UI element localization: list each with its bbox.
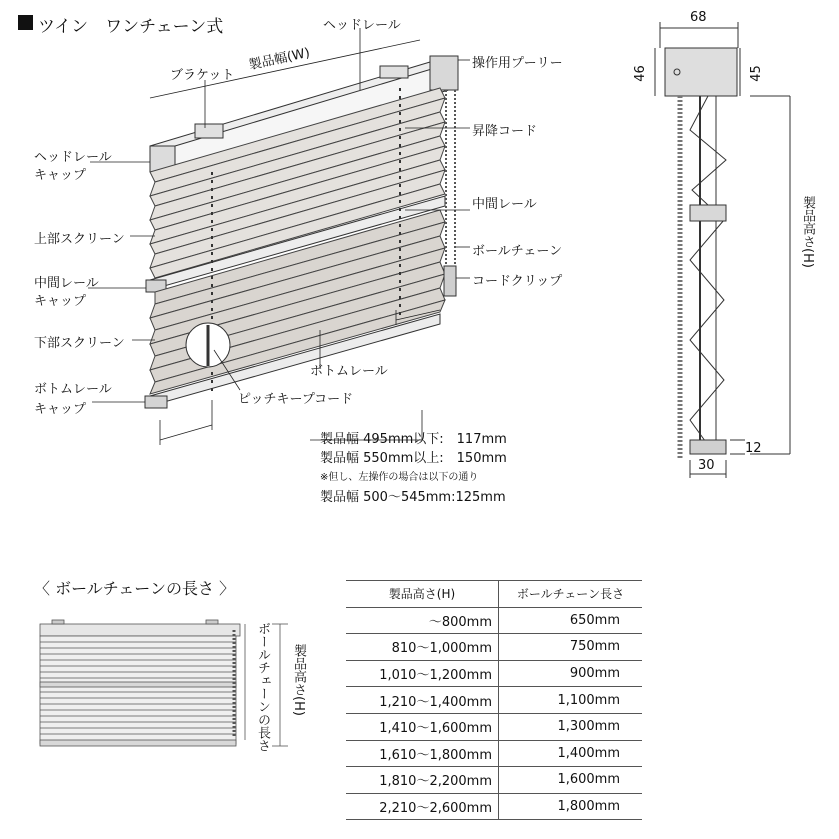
table-row <box>346 793 642 820</box>
label-bottom-cap-2: キャップ <box>34 402 87 417</box>
chain-height-label: 製品高さ(H) <box>291 644 306 716</box>
label-pulley: 操作用プーリー <box>472 56 563 71</box>
dim-left-h: 46 <box>632 65 648 82</box>
label-cord-clip: コードクリップ <box>472 274 563 289</box>
table-cell-height: 1,210〜1,400mm <box>346 687 499 714</box>
table-row <box>346 713 642 740</box>
table-cell-height: 1,410〜1,600mm <box>346 713 499 740</box>
table-row <box>346 740 642 767</box>
label-pitch-cord: ピッチキープコード <box>238 392 354 407</box>
chain-section-title: 〈 ボールチェーンの長さ 〉 <box>34 579 236 598</box>
dim-right-h: 45 <box>748 65 764 82</box>
dim-top: 68 <box>690 10 707 25</box>
table-cell-chain: 750mm <box>499 634 643 661</box>
table-header-chain: ボールチェーン長さ <box>499 581 643 608</box>
table-row <box>346 687 642 714</box>
label-bracket: ブラケット <box>170 68 235 83</box>
label-upper-screen: 上部スクリーン <box>34 232 125 247</box>
label-lower-screen: 下部スクリーン <box>34 336 125 351</box>
label-width: 製品幅(W) <box>247 45 312 74</box>
table-cell-chain: 1,300mm <box>499 713 643 740</box>
table-cell-height: 〜800mm <box>346 607 499 634</box>
side-view <box>655 22 790 478</box>
table-row <box>346 634 642 661</box>
dim-bottom-w: 30 <box>698 458 715 473</box>
page-title: ツイン ワンチェーン式 <box>38 17 224 37</box>
table-row <box>346 767 642 794</box>
label-ball-chain: ボールチェーン <box>472 244 563 259</box>
note-line-3: ※但し、左操作の場合は以下の通り <box>320 472 479 483</box>
table-cell-chain: 1,800mm <box>499 793 643 820</box>
label-middle-cap-2: キャップ <box>34 294 87 309</box>
table-cell-chain: 1,400mm <box>499 740 643 767</box>
table-cell-height: 1,010〜1,200mm <box>346 660 499 687</box>
table-cell-height: 1,610〜1,800mm <box>346 740 499 767</box>
table-cell-height: 810〜1,000mm <box>346 634 499 661</box>
ball-chain-shape <box>446 90 455 268</box>
table-cell-height: 2,210〜2,600mm <box>346 793 499 820</box>
table-header-height: 製品高さ(H) <box>346 581 499 608</box>
label-bottom-cap-1: ボトムレール <box>34 382 112 397</box>
table-cell-chain: 1,600mm <box>499 767 643 794</box>
chain-length-diagram <box>40 620 288 746</box>
label-lift-cord: 昇降コード <box>472 124 538 139</box>
note-line-1: 製品幅 495mm以下: 117mm <box>320 432 507 447</box>
label-middle-cap-1: 中間レール <box>34 276 99 291</box>
cord-clip-shape <box>444 266 456 296</box>
dim-height-label: 製品高さ(H) <box>800 196 815 268</box>
bottom-rail-cap-shape <box>145 396 167 408</box>
table-cell-chain: 900mm <box>499 660 643 687</box>
title-square <box>18 15 33 30</box>
table-cell-height: 1,810〜2,200mm <box>346 767 499 794</box>
label-head-cap-2: キャップ <box>34 168 87 183</box>
chain-length-table <box>346 580 642 820</box>
table-cell-chain: 1,100mm <box>499 687 643 714</box>
note-line-2: 製品幅 550mm以上: 150mm <box>320 451 507 466</box>
table-header-row <box>346 581 642 608</box>
label-head-cap-1: ヘッドレール <box>34 150 112 165</box>
table-row <box>346 660 642 687</box>
label-head-rail: ヘッドレール <box>323 18 401 33</box>
label-middle-rail: 中間レール <box>472 197 537 212</box>
table-cell-chain: 650mm <box>499 607 643 634</box>
label-bottom-rail: ボトムレール <box>310 364 388 379</box>
table-row <box>346 607 642 634</box>
chain-length-label: ボールチェーンの長さ <box>255 622 270 752</box>
dim-bottom-h: 12 <box>745 441 762 456</box>
note-line-4: 製品幅 500〜545mm:125mm <box>320 490 506 505</box>
